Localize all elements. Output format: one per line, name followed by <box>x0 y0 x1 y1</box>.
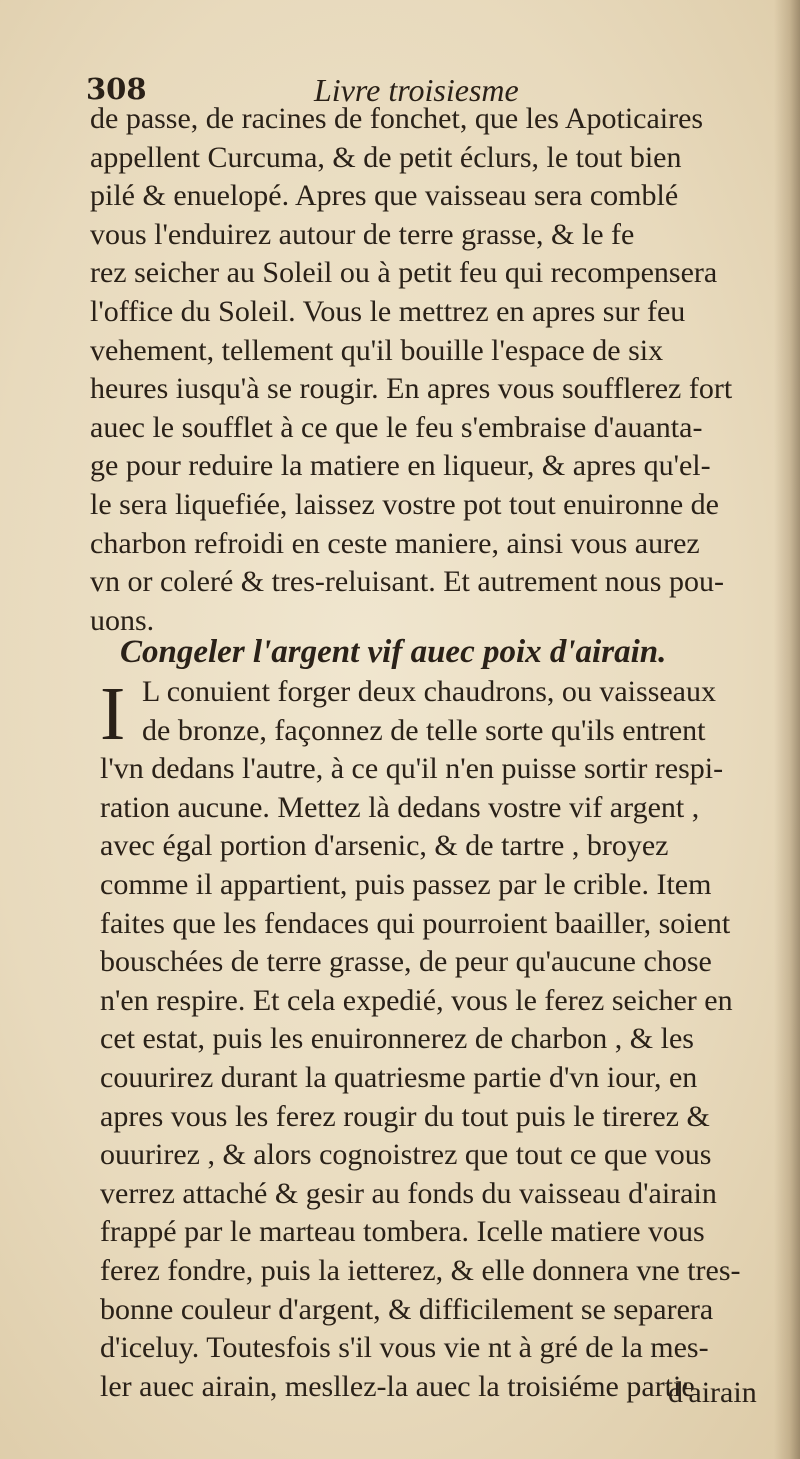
text-line: cet estat, puis les enuironnerez de charbon , & les <box>100 1022 694 1056</box>
text-line: de passe, de racines de fonchet, que les Apoticaires <box>90 102 704 135</box>
text-line: auec le soufflet à ce que le feu s'embraise d'auanta- <box>90 410 703 444</box>
text-line: bonne couleur d'argent, & difficilement se separera <box>100 1292 714 1326</box>
text-line: vn or coleré & tres-reluisant. Et autrement nous pou- <box>90 565 724 599</box>
text-line: pilé & enuelopé. Apres que vaisseau sera comblé <box>90 179 679 213</box>
text-line: couurirez durant la quatriesme partie d'vn iour, en <box>100 1060 698 1094</box>
text-line: le sera liquefiée, laissez vostre pot tout enuironne de <box>90 487 719 521</box>
text-line: d'iceluy. Toutesfois s'il vous vie nt à gré de la mes- <box>100 1331 709 1365</box>
text-line: rez seicher au Soleil ou à petit feu qui recompensera <box>90 256 718 290</box>
text-line: ferez fondre, puis la ietterez, & elle donnera vne tres- <box>100 1253 741 1287</box>
catchword: d'airain <box>668 1376 757 1409</box>
text-line: ration aucune. Mettez là dedans vostre vif argent , <box>100 790 700 824</box>
text-line: ler auec airain, mesllez-la auec la troisiéme partie <box>100 1369 695 1403</box>
text-line: L conuient forger deux chaudrons, ou vaisseaux <box>142 675 716 708</box>
page-number: 308 <box>86 72 147 106</box>
text-line: ouurirez , & alors cognoistrez que tout ce que vous <box>100 1138 712 1172</box>
text-line: faites que les fendaces qui pourroient baailler, soient <box>100 906 731 940</box>
paragraph-continued <box>90 100 780 640</box>
section-heading: Congeler l'argent vif auec poix d'airain. <box>120 634 667 670</box>
text-line: vous l'enduirez autour de terre grasse, & le fe <box>90 217 635 251</box>
text-line: comme il appartient, puis passez par le crible. Item <box>100 867 712 901</box>
text-line: apres vous les ferez rougir du tout puis le tirerez & <box>100 1099 710 1133</box>
text-line: avec égal portion d'arsenic, & de tartre , broyez <box>100 829 669 863</box>
running-title: Livre troisiesme <box>314 72 519 108</box>
text-line: frappé par le marteau tombera. Icelle matiere vous <box>100 1215 705 1249</box>
text-line: charbon refroidi en ceste maniere, ainsi vous aurez <box>90 526 700 560</box>
text-line: de bronze, façonnez de telle sorte qu'ils entrent <box>142 713 706 747</box>
section-body <box>100 673 780 1406</box>
text-line: appellent Curcuma, & de petit éclurs, le tout bien <box>90 140 682 174</box>
text-line: bouschées de terre grasse, de peur qu'aucune chose <box>100 945 712 979</box>
text-line: l'office du Soleil. Vous le mettrez en apres sur feu <box>90 294 686 328</box>
text-line: ge pour reduire la matiere en liqueur, & apres qu'el- <box>90 449 711 483</box>
text-line: vehement, tellement qu'il bouille l'espace de six <box>90 333 664 367</box>
text-line: verrez attaché & gesir au fonds du vaisseau d'airain <box>100 1176 717 1210</box>
text-line: n'en respire. Et cela expedié, vous le ferez seicher en <box>100 983 733 1017</box>
drop-cap: I <box>100 672 126 756</box>
text-line: heures iusqu'à se rougir. En apres vous soufflerez fort <box>90 372 733 406</box>
text-line: uons. <box>90 603 155 637</box>
text-line: l'vn dedans l'autre, à ce qu'il n'en puisse sortir respi- <box>100 752 724 786</box>
